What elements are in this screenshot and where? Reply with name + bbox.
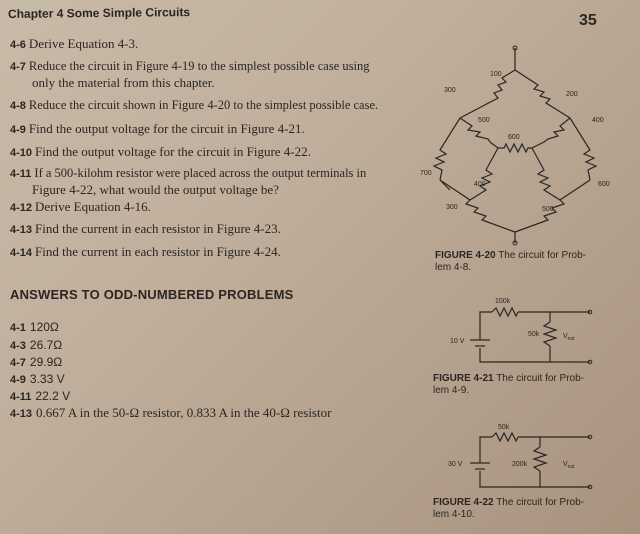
- answer-value: 26.7Ω: [29, 338, 63, 352]
- problem-text-cont: Figure 4-22, what would the output voltage be?: [32, 182, 279, 197]
- problem-number: 4-6: [10, 39, 26, 51]
- answer-number: 4-11: [10, 391, 32, 403]
- vout-label: $V_{out}$: [563, 461, 575, 470]
- problem-number: 4-14: [10, 247, 33, 259]
- r-label: 200: [566, 91, 578, 98]
- problem-text: Find the output voltage for the circuit in Figure 4-21.: [28, 121, 305, 136]
- r-label: 700: [420, 170, 432, 177]
- answer-value: 0.667 A in the 50-Ω resistor, 0.833 A in the 40-Ω resistor: [36, 405, 332, 420]
- problem-4-8: [10, 97, 420, 114]
- figure-4-21-diagram: [440, 290, 610, 370]
- r-label: 400: [592, 117, 604, 124]
- caption-label: FIGURE 4-20: [435, 250, 496, 261]
- answer-item: [10, 338, 62, 352]
- r-label: 600: [598, 181, 610, 188]
- problem-4-12: [10, 199, 420, 216]
- problem-number: 4-7: [10, 61, 26, 73]
- problem-text: Find the output voltage for the circuit in Figure 4-22.: [35, 144, 311, 159]
- problem-4-10: [10, 144, 420, 161]
- r-label: 100: [490, 71, 502, 78]
- problem-4-13: [10, 221, 420, 238]
- problem-number: 4-10: [10, 147, 33, 159]
- caption-label: FIGURE 4-22: [433, 497, 494, 508]
- problem-number: 4-11: [10, 168, 32, 180]
- source-label: 30 V: [448, 461, 463, 468]
- chapter-header: [8, 5, 190, 21]
- r-label: 400: [474, 181, 486, 188]
- answer-item: [10, 405, 331, 421]
- figure-4-21-caption: [433, 373, 603, 397]
- answer-item: [10, 320, 59, 334]
- problem-text: Reduce the circuit in Figure 4-19 to the simplest possible case using: [28, 59, 370, 73]
- problem-4-7: [10, 58, 420, 90]
- caption-label: FIGURE 4-21: [433, 373, 494, 384]
- figure-4-22-caption: [433, 497, 603, 521]
- caption-text: The circuit for Prob-: [496, 373, 584, 384]
- chapter-number: Chapter 4: [7, 6, 64, 21]
- problem-number: 4-9: [10, 124, 26, 136]
- answer-number: 4-1: [10, 322, 26, 334]
- problem-4-6: [10, 36, 420, 53]
- answer-item: [10, 389, 70, 403]
- problem-text: If a 500-kilohm resistor were placed across the output terminals in: [34, 166, 367, 180]
- figure-4-22-diagram: [440, 415, 610, 495]
- answer-value: 22.2 V: [35, 389, 71, 403]
- chapter-title: Some Simple Circuits: [66, 5, 191, 21]
- caption-text: The circuit for Prob-: [496, 497, 584, 508]
- page-number: 35: [579, 12, 597, 29]
- resistor-label: 50k: [498, 424, 510, 431]
- r-label: 600: [508, 134, 520, 141]
- problem-4-14: [10, 244, 420, 261]
- caption-text: The circuit for Prob-: [498, 250, 586, 261]
- figure-4-20-caption: [435, 250, 605, 274]
- problem-4-9: [10, 121, 420, 138]
- problem-number: 4-8: [10, 100, 26, 112]
- answer-item: [10, 355, 62, 369]
- resistor-label: 100k: [495, 298, 511, 305]
- r-label: 300: [446, 204, 458, 211]
- problem-text: Find the current in each resistor in Figure 4-23.: [35, 221, 281, 236]
- problem-number: 4-12: [10, 202, 33, 214]
- answer-value: 29.9Ω: [29, 355, 63, 369]
- resistor-label: 200k: [512, 461, 528, 468]
- answer-number: 4-13: [10, 408, 33, 420]
- r-label: 300: [444, 87, 456, 94]
- problem-number: 4-13: [10, 224, 33, 236]
- problem-text: Derive Equation 4-3.: [28, 36, 139, 51]
- caption-text-cont: lem 4-9.: [433, 385, 470, 396]
- problem-text-cont: only the material from this chapter.: [32, 75, 215, 90]
- answer-number: 4-7: [10, 357, 26, 369]
- answers-heading: ANSWERS TO ODD-NUMBERED PROBLEMS: [10, 287, 294, 302]
- caption-text-cont: lem 4-10.: [433, 509, 475, 520]
- figure-4-20-diagram: [420, 40, 620, 250]
- problem-text: Reduce the circuit shown in Figure 4-20 to the simplest possible case.: [28, 98, 379, 112]
- answer-item: [10, 372, 65, 386]
- problem-text: Derive Equation 4-16.: [35, 199, 151, 214]
- problem-text: Find the current in each resistor in Figure 4-24.: [35, 244, 281, 259]
- r-label: 500: [542, 206, 554, 213]
- vout-label: $V_{out}$: [563, 333, 575, 342]
- resistor-label: 50k: [528, 331, 540, 338]
- r-label: 500: [478, 117, 490, 124]
- answer-number: 4-3: [10, 340, 26, 352]
- problem-4-11: [10, 165, 420, 197]
- caption-text-cont: lem 4-8.: [435, 262, 472, 273]
- answer-number: 4-9: [10, 374, 26, 386]
- answer-value: 120Ω: [29, 320, 59, 334]
- source-label: 10 V: [450, 338, 465, 345]
- answer-value: 3.33 V: [29, 372, 65, 386]
